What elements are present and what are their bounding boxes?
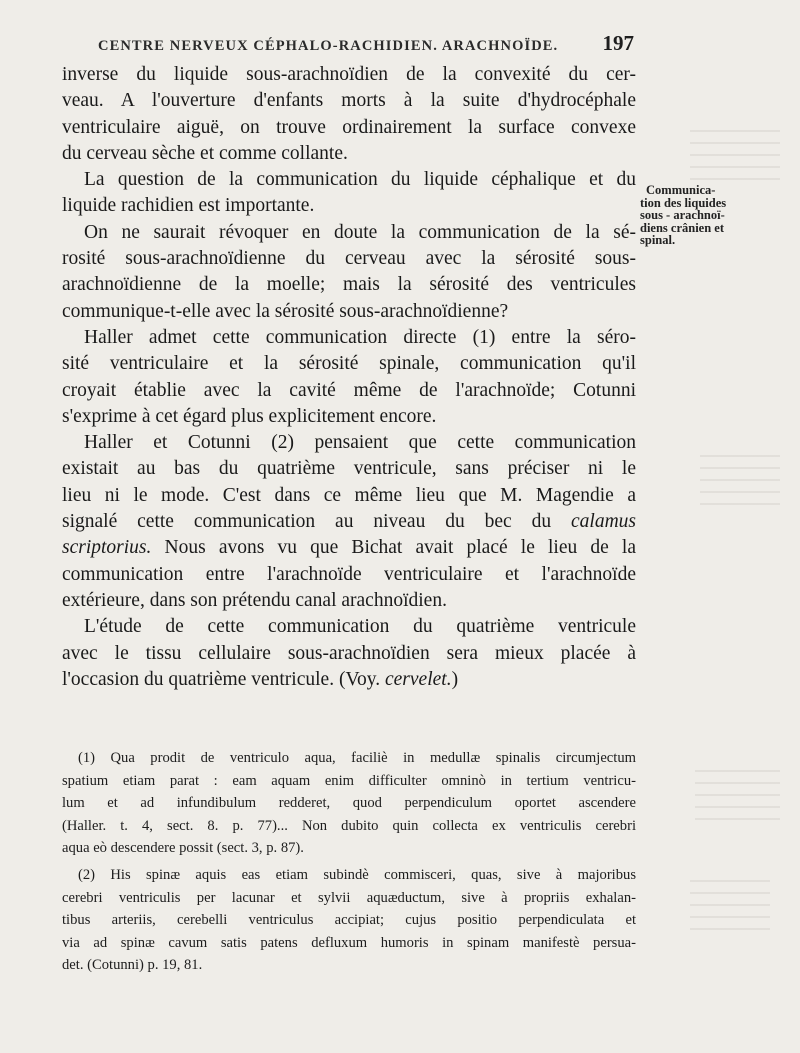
margin-note-line: Communica- (646, 183, 716, 197)
footnote-2 (62, 864, 636, 977)
footnotes (62, 747, 636, 981)
text-line: communication entre l'arachnoïde ventriculaire et l'arachnoïde (62, 563, 636, 585)
text-line: rosité sous-arachnoïdienne du cerveau avec la sérosité sous- (62, 248, 636, 270)
text-line: sité ventriculaire et la sérosité spinale, communication qu'il (62, 353, 636, 375)
italic-term: scriptorius. (62, 537, 152, 559)
margin-note-line: tion des liquides (640, 195, 727, 210)
body-text (62, 62, 636, 693)
text-line: croyait établie avec la cavité même de l'arachnoïde; Cotunni (62, 379, 636, 401)
margin-note (640, 184, 752, 247)
text-line: ventriculaire aiguë, on trouve ordinairement la surface convexe (62, 116, 636, 138)
margin-note-line: diens crânien et (640, 220, 725, 235)
footnote-line: lum et ad infundibulum redderet, quod perpendiculum oportet ascendere (62, 795, 636, 812)
bleed-through-shadow (690, 880, 770, 940)
bleed-through-shadow (700, 455, 780, 515)
footnote-line: spatium etiam parat : eam aquam enim difficulter omninò in tertium ventricu- (62, 772, 636, 789)
margin-note-line: spinal. (640, 233, 676, 248)
text-segment: l'occasion du quatrième ventricule. (Voy. (62, 668, 381, 690)
text-line: s'exprime à cet égard plus explicitement encore. (62, 405, 437, 427)
footnote-line: (1) Qua prodit de ventriculo aqua, faciliè in medullæ spinalis circumjectum (78, 750, 636, 766)
text-line (62, 535, 636, 561)
footnote-line: aqua eò descendere possit (sect. 3, p. 87). (62, 840, 304, 857)
text-line: veau. A l'ouverture d'enfants morts à la suite d'hydrocéphale (62, 90, 636, 112)
footnote-1 (62, 747, 636, 860)
text-segment: Nous avons vu que Bichat avait placé le lieu de la (164, 537, 637, 559)
text-line: La question de la communication du liquide céphalique et du (84, 169, 636, 191)
bleed-through-shadow (690, 130, 780, 190)
text-line: du cerveau sèche et comme collante. (62, 142, 348, 164)
footnote-line: (Haller. t. 4, sect. 8. p. 77)... Non dubito quin collecta ex ventriculis cerebri (62, 817, 636, 834)
text-segment: signalé cette communication au niveau du bec du (62, 511, 552, 533)
text-segment: ) (451, 668, 459, 690)
text-line: Haller et Cotunni (2) pensaient que cette communication (84, 432, 636, 454)
footnote-line: tibus arteriis, cerebelli ventriculus accipiat; cujus positio perpendiculata et (62, 912, 636, 929)
page-number: 197 (602, 31, 634, 55)
text-line: On ne saurait révoquer en doute la communication de la sé- (84, 221, 636, 243)
text-line: arachnoïdienne de la moelle; mais la sérosité des ventricules (62, 274, 636, 296)
text-line: liquide rachidien est importante. (62, 195, 315, 217)
text-line: avec le tissu cellulaire sous-arachnoïdien sera mieux placée à (62, 642, 636, 664)
text-line: existait au bas du quatrième ventricule, sans préciser ni le (62, 458, 636, 480)
italic-term: cervelet. (385, 668, 452, 690)
footnote-line: cerebri ventriculis per lacunar et sylvii aquæductum, sive à propriis exhalan- (62, 889, 636, 906)
text-line: lieu ni le mode. C'est dans ce même lieu que M. Magendie a (62, 484, 636, 506)
text-line: L'étude de cette communication du quatrième ventricule (84, 616, 636, 638)
footnote-line: via ad spinæ cavum satis patens defluxum humoris in spinam manifestè persua- (62, 934, 636, 951)
footnote-line: det. (Cotunni) p. 19, 81. (62, 957, 203, 974)
text-line (62, 509, 636, 535)
margin-note-line: sous - arachnoï- (640, 208, 725, 223)
italic-term: calamus (571, 511, 637, 533)
bleed-through-shadow (695, 770, 780, 820)
text-line: extérieure, dans son prétendu canal arachnoïdien. (62, 589, 447, 611)
running-title: CENTRE NERVEUX CÉPHALO-RACHIDIEN. ARACHNOÏDE. (98, 38, 559, 54)
running-head (98, 31, 634, 57)
footnote-line: (2) His spinæ aquis eas etiam subindè commisceri, quas, sive à majoribus (78, 866, 636, 883)
text-line: communique-t-elle avec la sérosité sous-arachnoïdienne? (62, 300, 509, 322)
text-line: inverse du liquide sous-arachnoïdien de la convexité du cer- (62, 64, 636, 85)
text-line: Haller admet cette communication directe (1) entre la séro- (84, 326, 636, 348)
text-line (62, 667, 636, 693)
